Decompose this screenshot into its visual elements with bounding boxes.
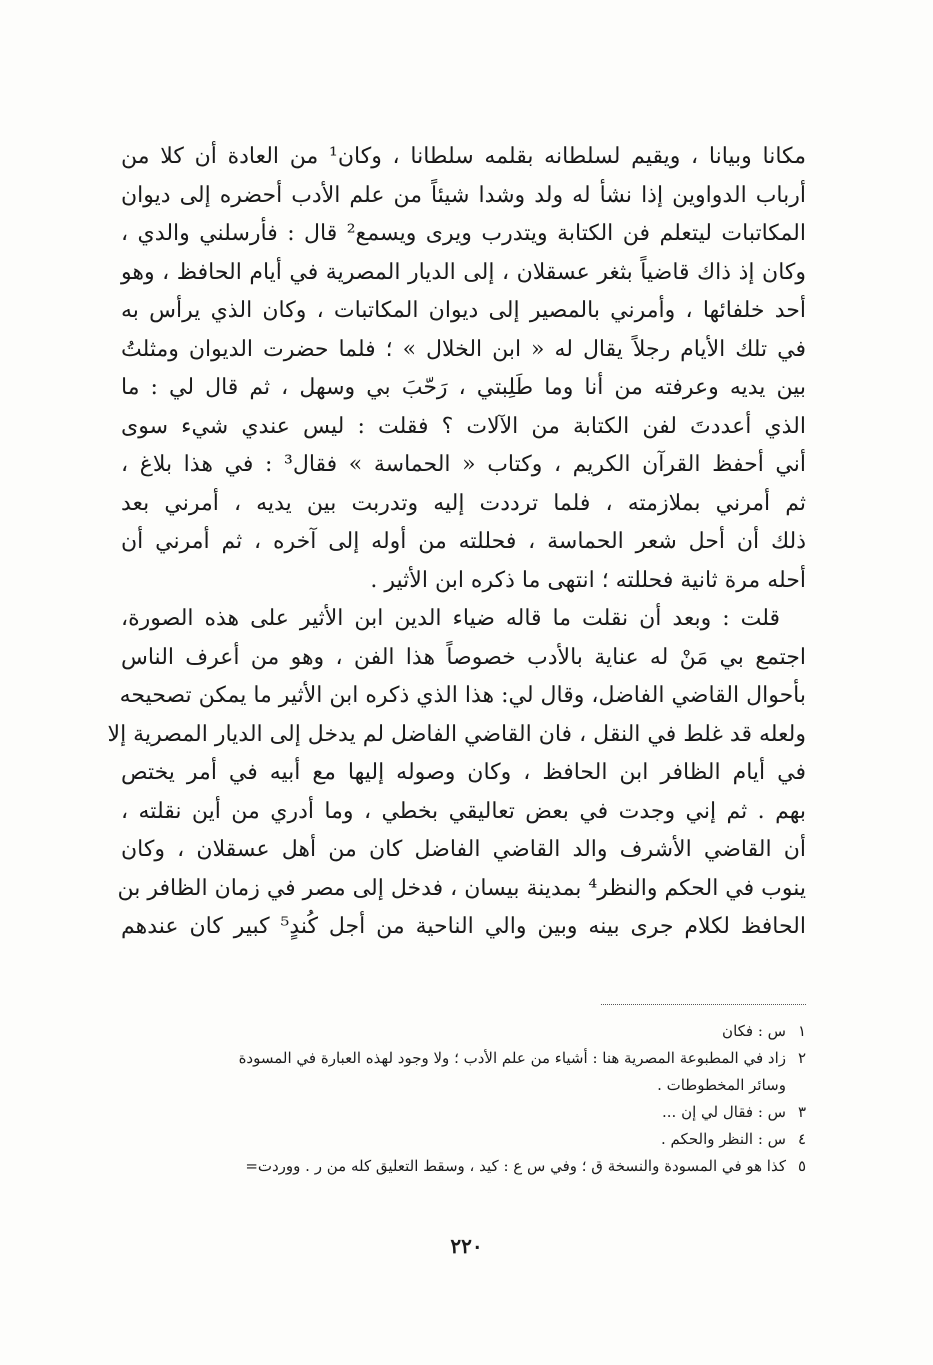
text-line: أرباب الدواوين إذا نشأ له ولد وشدا شيئاً من علم الأدب أحضره إلى ديوان [121,182,806,208]
footnote [121,1153,806,1180]
text-line: ينوب في الحكم والنظر⁴ بمدينة بيسان ، فدخل إلى مصر في زمان الظافر بن [117,875,806,901]
footnote-text: كذا هو في المسودة والنسخة ق ؛ وفي س ع : كيد ، وسقط التعليق كله من ر . ووردت= [245,1157,786,1175]
footnote-number: ٣ [797,1103,806,1121]
footnote-continuation [121,1072,806,1099]
text-line: ثم أمرني بملازمته ، فلما ترددت إليه وتدربت بين يديه ، أمرني بعد [121,490,806,516]
footnote-text: زاد في المطبوعة المصرية هنا : أشياء من علم الأدب ؛ ولا وجود لهذه العبارة في المسودة [238,1049,786,1067]
footnote-number: ١ [797,1022,806,1040]
footnote-divider [601,1004,806,1005]
text-line: في تلك الأيام رجلاً يقال له « ابن الخلال » ؛ فلما حضرت الديوان ومثلتُ [121,336,806,362]
footnote [121,1045,806,1072]
text-line: الذي أعددتَ لفن الكتابة من الآلات ؟ فقلت : ليس عندي شيء سوى [121,413,806,439]
footnote-number: ٢ [797,1049,806,1067]
text-line: المكاتبات ليتعلم فن الكتابة ويتدرب ويرى ويسمع² قال : فأرسلني والدي ، [121,221,806,246]
footnote-text: وسائر المخطوطات . [657,1076,786,1094]
text-line: بهم . ثم إني وجدت في بعض تعاليقي بخطي ، وما أدري من أين نقلته ، [121,798,806,824]
text-line: الحافظ لكلام جرى بينه وبين والي الناحية من أجل كُندٍ⁵ كبير كان عندهم [121,914,806,939]
text-line: مكانا وبيانا ، ويقيم لسلطانه بقلمه سلطانا ، وكان¹ من العادة أن كلا من [121,144,806,169]
text-line: بأحوال القاضي الفاضل، وقال لي: هذا الذي ذكره ابن الأثير ما يمكن تصحيحه [119,683,806,708]
text-line: اجتمع بي مَنْ له عناية بالأدب خصوصاً هذا الفن ، وهو من أعرف الناس [121,644,806,670]
text-line: أني أحفظ القرآن الكريم ، وكتاب « الحماسة » فقال³ : في هذا بلاغ ، [121,452,806,477]
footnotes [121,1018,806,1180]
footnote [121,1018,806,1045]
text-line: بين يديه وعرفته من أنا وما طَلِبتي ، رَحّبَ بي وسهل ، ثم قال لي : ما [121,375,806,400]
text-line: في أيام الظافر ابن الحافظ ، وكان وصوله إليها مع أبيه في أمر يختص [121,760,806,785]
footnote [121,1126,806,1153]
paragraph [121,138,806,600]
footnote [121,1099,806,1126]
footnote-number: ٥ [797,1157,806,1175]
text-line: قلت : وبعد أن نقلت ما قاله ضياء الدين ابن الأثير على هذه الصورة، [121,606,780,631]
text-line: أحله مرة ثانية فحللته ؛ انتهى ما ذكره ابن الأثير . [370,567,806,593]
footnote-text: س : فكان [722,1022,786,1040]
text-line: أحد خلفائها ، وأمرني بالمصير إلى ديوان المكاتبات ، وكان الذي يرأس به [121,298,806,323]
footnote-text: س : فقال لي إن ... [662,1103,786,1121]
text-line: ولعله قد غلط في النقل ، فان القاضي الفاضل لم يدخل إلى الديار المصرية إلا [107,721,806,747]
text-line: أن القاضي الأشرف والد القاضي الفاضل كان من أهل عسقلان ، وكان [121,837,806,862]
footnote-text: س : النظر والحكم . [661,1130,786,1148]
text-line: وكان إذ ذاك قاضياً بثغر عسقلان ، إلى الديار المصرية في أيام الحافظ ، وهو [121,259,806,285]
page-number: ٢٢٠ [450,1234,483,1258]
footnote-number: ٤ [797,1130,806,1148]
main-text [107,138,806,947]
paragraph [107,600,806,947]
text-line: ذلك أن أحل شعر الحماسة ، فحللته من أوله إلى آخره ، ثم أمرني أن [121,529,806,554]
